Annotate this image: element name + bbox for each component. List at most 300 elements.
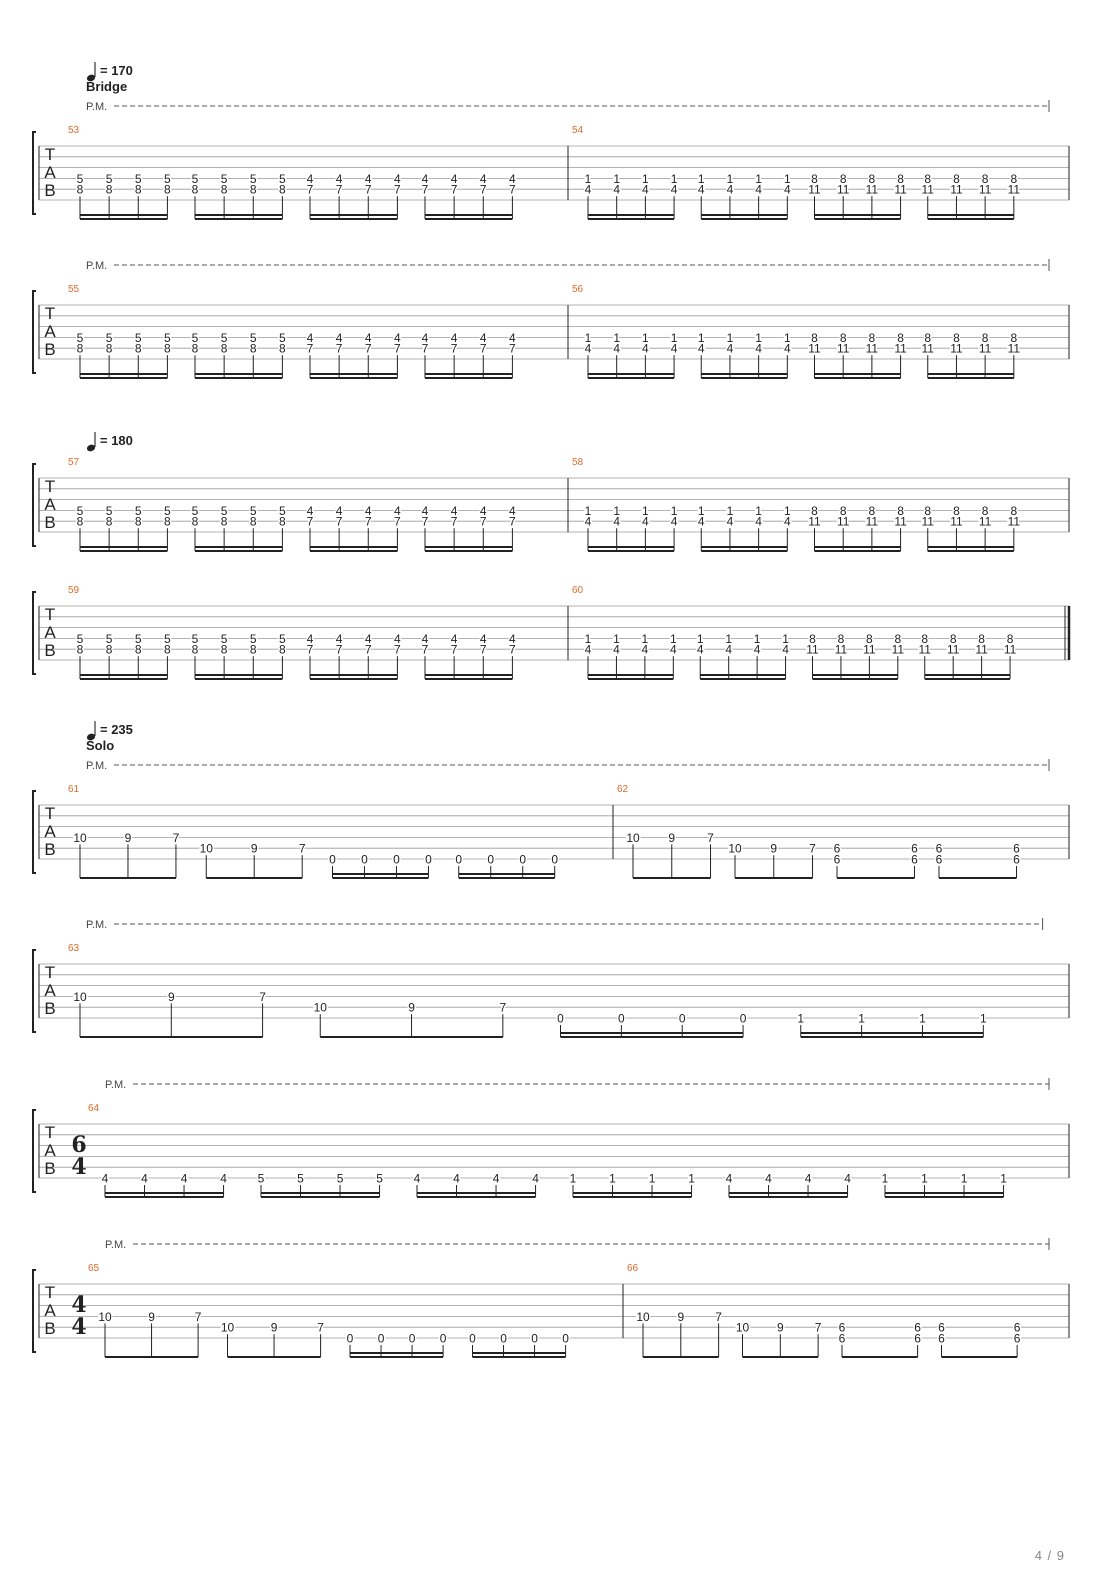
fret-number: 7: [509, 341, 516, 356]
fret-number: 4: [642, 514, 649, 529]
fret-number: 4: [641, 642, 649, 657]
fret-number: 8: [953, 503, 960, 518]
fret-number: 7: [306, 514, 314, 529]
fret-number: 4: [492, 1171, 500, 1186]
fret-number: 7: [306, 642, 314, 657]
fret-number: 8: [220, 341, 228, 356]
fret-number: 8: [279, 341, 286, 356]
fret-number: 7: [306, 182, 314, 197]
fret-number: 4: [306, 330, 314, 345]
measure-number: 62: [617, 784, 629, 795]
fret-number: 1: [670, 330, 678, 345]
tab-clef-letter: B: [44, 641, 56, 660]
fret-number: 4: [335, 631, 343, 646]
fret-number: 6: [911, 841, 918, 856]
fret-number: 9: [668, 830, 676, 845]
tab-clef-letter: A: [44, 322, 56, 341]
fret-number: 11: [946, 642, 960, 657]
fret-number: 11: [808, 182, 821, 197]
fret-number: 8: [279, 182, 286, 197]
fret-number: 11: [836, 514, 850, 529]
fret-number: 1: [726, 503, 734, 518]
palm-mute-label: P.M.: [86, 919, 108, 931]
fret-number: 8: [76, 642, 84, 657]
fret-number: 1: [584, 171, 592, 186]
fret-number: 5: [220, 503, 228, 518]
fret-number: 11: [975, 642, 988, 657]
tab-system: [33, 1078, 1069, 1197]
fret-number: 0: [519, 852, 527, 867]
fret-number: 8: [105, 642, 113, 657]
fret-number: 0: [439, 1331, 447, 1346]
fret-number: 0: [425, 852, 432, 867]
fret-number: 8: [1010, 171, 1018, 186]
fret-number: 4: [584, 341, 592, 356]
fret-number: 11: [836, 182, 850, 197]
fret-number: 5: [191, 330, 199, 345]
tab-clef-letter: A: [44, 1141, 56, 1160]
fret-number: 9: [270, 1320, 278, 1335]
fret-number: 4: [613, 341, 621, 356]
fret-number: 11: [950, 514, 963, 529]
fret-number: 1: [726, 330, 734, 345]
fret-number: 0: [500, 1331, 507, 1346]
fret-number: 8: [249, 642, 257, 657]
fret-number: 9: [776, 1320, 784, 1335]
fret-number: 11: [921, 341, 934, 356]
fret-number: 4: [726, 182, 734, 197]
fret-number: 1: [921, 1171, 928, 1186]
fret-number: 7: [450, 182, 458, 197]
fret-number: 5: [164, 330, 171, 345]
fret-number: 5: [76, 330, 84, 345]
fret-number: 9: [250, 841, 258, 856]
fret-number: 8: [981, 503, 989, 518]
fret-number: 1: [919, 1011, 926, 1026]
fret-number: 4: [421, 631, 429, 646]
fret-number: 4: [670, 341, 678, 356]
fret-number: 8: [981, 171, 989, 186]
fret-number: 4: [804, 1171, 812, 1186]
tempo-marking: = 235: [100, 722, 133, 737]
fret-number: 8: [134, 514, 142, 529]
fret-number: 11: [806, 642, 819, 657]
fret-number: 7: [421, 182, 429, 197]
fret-number: 4: [180, 1171, 188, 1186]
fret-number: 1: [613, 631, 620, 646]
fret-number: 8: [921, 631, 929, 646]
fret-number: 8: [164, 182, 171, 197]
fret-number: 1: [725, 631, 733, 646]
fret-number: 8: [981, 330, 989, 345]
fret-number: 4: [421, 171, 429, 186]
fret-number: 4: [783, 341, 791, 356]
fret-number: 5: [105, 330, 113, 345]
tab-clef-letter: T: [44, 1123, 56, 1142]
fret-number: 4: [101, 1171, 109, 1186]
tab-system: [33, 585, 1069, 679]
fret-number: 4: [584, 642, 592, 657]
palm-mute-label: P.M.: [86, 260, 108, 272]
fret-number: 1: [782, 631, 789, 646]
fret-number: 1: [613, 330, 621, 345]
fret-number: 4: [670, 182, 678, 197]
fret-number: 11: [894, 182, 907, 197]
fret-number: 4: [613, 642, 620, 657]
fret-number: 8: [811, 330, 818, 345]
fret-number: 11: [950, 182, 963, 197]
measure-number: 65: [88, 1263, 100, 1274]
fret-number: 6: [938, 1331, 945, 1346]
fret-number: 1: [642, 503, 649, 518]
fret-number: 6: [1013, 1320, 1021, 1335]
fret-number: 5: [105, 503, 113, 518]
fret-number: 1: [697, 503, 705, 518]
measure-number: 63: [68, 943, 80, 954]
fret-number: 4: [753, 642, 761, 657]
fret-number: 1: [797, 1011, 805, 1026]
fret-number: 6: [838, 1331, 846, 1346]
fret-number: 11: [1003, 642, 1017, 657]
fret-number: 1: [609, 1171, 616, 1186]
fret-number: 8: [134, 642, 142, 657]
fret-number: 7: [394, 514, 401, 529]
fret-number: 7: [335, 642, 343, 657]
fret-number: 8: [953, 330, 960, 345]
tab-system: [33, 259, 1069, 378]
fret-number: 8: [249, 514, 257, 529]
fret-number: 7: [335, 514, 343, 529]
fret-number: 8: [249, 182, 257, 197]
fret-number: 8: [811, 503, 818, 518]
fret-number: 7: [335, 182, 343, 197]
fret-number: 4: [584, 514, 592, 529]
fret-number: 9: [408, 1000, 415, 1015]
fret-number: 8: [978, 631, 985, 646]
fret-number: 7: [394, 182, 401, 197]
fret-number: 8: [164, 514, 171, 529]
tab-system: [33, 432, 1069, 551]
tab-clef-letter: T: [44, 1283, 56, 1302]
system-bracket: [33, 291, 36, 373]
fret-number: 10: [98, 1309, 112, 1324]
fret-number: 8: [868, 171, 876, 186]
fret-number: 8: [809, 631, 816, 646]
fret-number: 6: [833, 841, 841, 856]
tab-system: [33, 1238, 1069, 1357]
fret-number: 10: [636, 1309, 650, 1324]
fret-number: 7: [421, 341, 429, 356]
fret-number: 4: [670, 514, 678, 529]
fret-number: 11: [978, 182, 992, 197]
fret-number: 4: [413, 1171, 421, 1186]
fret-number: 8: [76, 182, 84, 197]
tab-clef-letter: T: [44, 804, 56, 823]
fret-number: 11: [1007, 341, 1021, 356]
fret-number: 7: [707, 830, 714, 845]
fret-number: 4: [335, 171, 343, 186]
measure-number: 58: [572, 457, 584, 468]
fret-number: 7: [317, 1320, 324, 1335]
fret-number: 0: [469, 1331, 476, 1346]
fret-number: 8: [191, 182, 199, 197]
measure-number: 55: [68, 284, 80, 295]
tab-system: [33, 918, 1069, 1037]
fret-number: 8: [279, 514, 286, 529]
system-bracket: [33, 132, 36, 214]
fret-number: 8: [220, 182, 228, 197]
fret-number: 1: [753, 631, 761, 646]
fret-number: 7: [809, 841, 816, 856]
fret-number: 8: [164, 341, 171, 356]
fret-number: 11: [921, 182, 934, 197]
fret-number: 8: [105, 341, 113, 356]
fret-number: 6: [938, 1320, 945, 1335]
measure-number: 60: [572, 585, 584, 596]
fret-number: 8: [868, 503, 876, 518]
fret-number: 1: [726, 171, 734, 186]
fret-number: 4: [335, 503, 343, 518]
fret-number: 7: [421, 642, 429, 657]
fret-number: 11: [865, 341, 879, 356]
fret-number: 11: [891, 642, 905, 657]
fret-number: 5: [76, 631, 84, 646]
fret-number: 8: [191, 341, 199, 356]
fret-number: 8: [279, 642, 286, 657]
fret-number: 5: [220, 631, 228, 646]
fret-number: 4: [364, 631, 372, 646]
fret-number: 1: [881, 1171, 889, 1186]
fret-number: 5: [134, 631, 142, 646]
fret-number: 0: [393, 852, 400, 867]
fret-number: 1: [783, 330, 791, 345]
fret-number: 7: [421, 514, 429, 529]
fret-number: 4: [844, 1171, 851, 1186]
fret-number: 0: [739, 1011, 747, 1026]
fret-number: 8: [868, 330, 876, 345]
fret-number: 5: [279, 330, 286, 345]
fret-number: 7: [364, 642, 372, 657]
measure-number: 56: [572, 284, 584, 295]
tab-clef-letter: B: [44, 1159, 56, 1178]
fret-number: 4: [479, 503, 487, 518]
time-signature-bottom: 4: [71, 1154, 87, 1180]
fret-number: 7: [814, 1320, 822, 1335]
fret-number: 4: [783, 514, 791, 529]
fret-number: 8: [76, 341, 84, 356]
fret-number: 1: [697, 330, 705, 345]
fret-number: 8: [897, 330, 904, 345]
tab-system: [33, 721, 1069, 878]
fret-number: 4: [697, 514, 705, 529]
fret-number: 1: [613, 171, 621, 186]
fret-number: 5: [376, 1171, 383, 1186]
fret-number: 1: [697, 171, 705, 186]
fret-number: 5: [249, 631, 257, 646]
fret-number: 8: [220, 642, 228, 657]
tempo-marking: = 170: [100, 63, 133, 78]
fret-number: 7: [194, 1309, 202, 1324]
fret-number: 8: [105, 514, 113, 529]
fret-number: 5: [134, 503, 142, 518]
fret-number: 7: [394, 642, 401, 657]
fret-number: 1: [960, 1171, 968, 1186]
fret-number: 0: [487, 852, 495, 867]
fret-number: 11: [865, 182, 879, 197]
fret-number: 4: [394, 171, 401, 186]
time-signature-top: 4: [71, 1292, 87, 1318]
fret-number: 4: [696, 642, 704, 657]
fret-number: 11: [978, 514, 992, 529]
tab-clef-letter: A: [44, 623, 56, 642]
fret-number: 4: [479, 330, 487, 345]
fret-number: 11: [950, 341, 963, 356]
tab-clef-letter: T: [44, 477, 56, 496]
fret-number: 4: [421, 503, 429, 518]
fret-number: 7: [364, 341, 372, 356]
fret-number: 7: [364, 514, 372, 529]
fret-number: 7: [715, 1309, 722, 1324]
fret-number: 9: [124, 830, 132, 845]
fret-number: 8: [191, 642, 199, 657]
fret-number: 5: [76, 503, 84, 518]
system-bracket: [33, 1110, 36, 1192]
fret-number: 1: [755, 503, 762, 518]
fret-number: 11: [836, 341, 850, 356]
palm-mute-label: P.M.: [86, 101, 108, 113]
fret-number: 4: [697, 182, 705, 197]
fret-number: 1: [696, 631, 704, 646]
tab-clef-letter: A: [44, 822, 56, 841]
fret-number: 4: [669, 642, 677, 657]
fret-number: 10: [728, 841, 742, 856]
tab-clef-letter: T: [44, 304, 56, 323]
fret-number: 0: [531, 1331, 538, 1346]
tab-clef-letter: B: [44, 181, 56, 200]
fret-number: 11: [865, 514, 879, 529]
fret-number: 5: [279, 631, 286, 646]
fret-number: 5: [134, 330, 142, 345]
fret-number: 4: [453, 1171, 460, 1186]
fret-number: 10: [220, 1320, 235, 1335]
fret-number: 1: [642, 171, 649, 186]
system-bracket: [33, 464, 36, 546]
fret-number: 1: [858, 1011, 865, 1026]
tab-clef-letter: B: [44, 999, 56, 1018]
fret-number: 1: [783, 503, 791, 518]
fret-number: 8: [894, 631, 902, 646]
fret-number: 1: [755, 171, 762, 186]
fret-number: 1: [641, 631, 649, 646]
fret-number: 4: [765, 1171, 772, 1186]
fret-number: 1: [755, 330, 762, 345]
fret-number: 8: [953, 171, 960, 186]
fret-number: 8: [839, 171, 847, 186]
tab-clef-letter: A: [44, 495, 56, 514]
fret-number: 8: [1010, 503, 1018, 518]
palm-mute-label: P.M.: [86, 760, 108, 772]
fret-number: 11: [921, 514, 934, 529]
fret-number: 5: [297, 1171, 304, 1186]
fret-number: 4: [306, 631, 314, 646]
fret-number: 4: [141, 1171, 148, 1186]
fret-number: 5: [191, 631, 199, 646]
fret-number: 4: [613, 514, 621, 529]
system-bracket: [33, 592, 36, 674]
fret-number: 8: [949, 631, 957, 646]
fret-number: 7: [509, 182, 516, 197]
fret-number: 1: [669, 631, 677, 646]
fret-number: 4: [613, 182, 621, 197]
fret-number: 4: [335, 330, 343, 345]
measure-number: 64: [88, 1103, 100, 1114]
palm-mute-label: P.M.: [105, 1079, 127, 1091]
fret-number: 7: [450, 341, 458, 356]
fret-number: 4: [755, 341, 762, 356]
section-label: Solo: [86, 738, 115, 753]
fret-number: 8: [105, 182, 113, 197]
fret-number: 11: [1007, 514, 1021, 529]
fret-number: 4: [394, 330, 401, 345]
fret-number: 4: [450, 503, 458, 518]
fret-number: 4: [642, 341, 649, 356]
fret-number: 7: [509, 642, 516, 657]
fret-number: 7: [479, 642, 487, 657]
section-label: Bridge: [86, 79, 128, 94]
fret-number: 4: [532, 1171, 539, 1186]
fret-number: 5: [249, 171, 257, 186]
fret-number: 7: [479, 341, 487, 356]
fret-number: 5: [279, 503, 286, 518]
fret-number: 5: [164, 171, 171, 186]
fret-number: 5: [257, 1171, 265, 1186]
fret-number: 7: [364, 182, 372, 197]
tab-clef-letter: A: [44, 981, 56, 1000]
fret-number: 11: [918, 642, 931, 657]
fret-number: 4: [479, 631, 487, 646]
fret-number: 4: [584, 182, 592, 197]
fret-number: 7: [298, 841, 306, 856]
fret-number: 6: [914, 1331, 921, 1346]
measure-number: 57: [68, 457, 80, 468]
fret-number: 4: [394, 503, 401, 518]
fret-number: 4: [450, 631, 458, 646]
fret-number: 5: [191, 503, 199, 518]
fret-number: 0: [618, 1011, 625, 1026]
tab-clef-letter: A: [44, 163, 56, 182]
measure-number: 61: [68, 784, 80, 795]
fret-number: 4: [726, 514, 734, 529]
fret-number: 8: [839, 503, 847, 518]
fret-number: 4: [394, 631, 401, 646]
fret-number: 0: [408, 1331, 416, 1346]
tab-clef-letter: T: [44, 963, 56, 982]
fret-number: 10: [73, 830, 87, 845]
fret-number: 5: [134, 171, 142, 186]
fret-number: 4: [509, 503, 516, 518]
fret-number: 6: [833, 852, 841, 867]
fret-number: 4: [364, 330, 372, 345]
fret-number: 0: [377, 1331, 385, 1346]
fret-number: 5: [220, 171, 228, 186]
fret-number: 8: [76, 514, 84, 529]
fret-number: 7: [509, 514, 516, 529]
fret-number: 8: [866, 631, 873, 646]
fret-number: 4: [364, 171, 372, 186]
fret-number: 11: [978, 341, 992, 356]
fret-number: 1: [670, 171, 678, 186]
fret-number: 8: [1006, 631, 1014, 646]
